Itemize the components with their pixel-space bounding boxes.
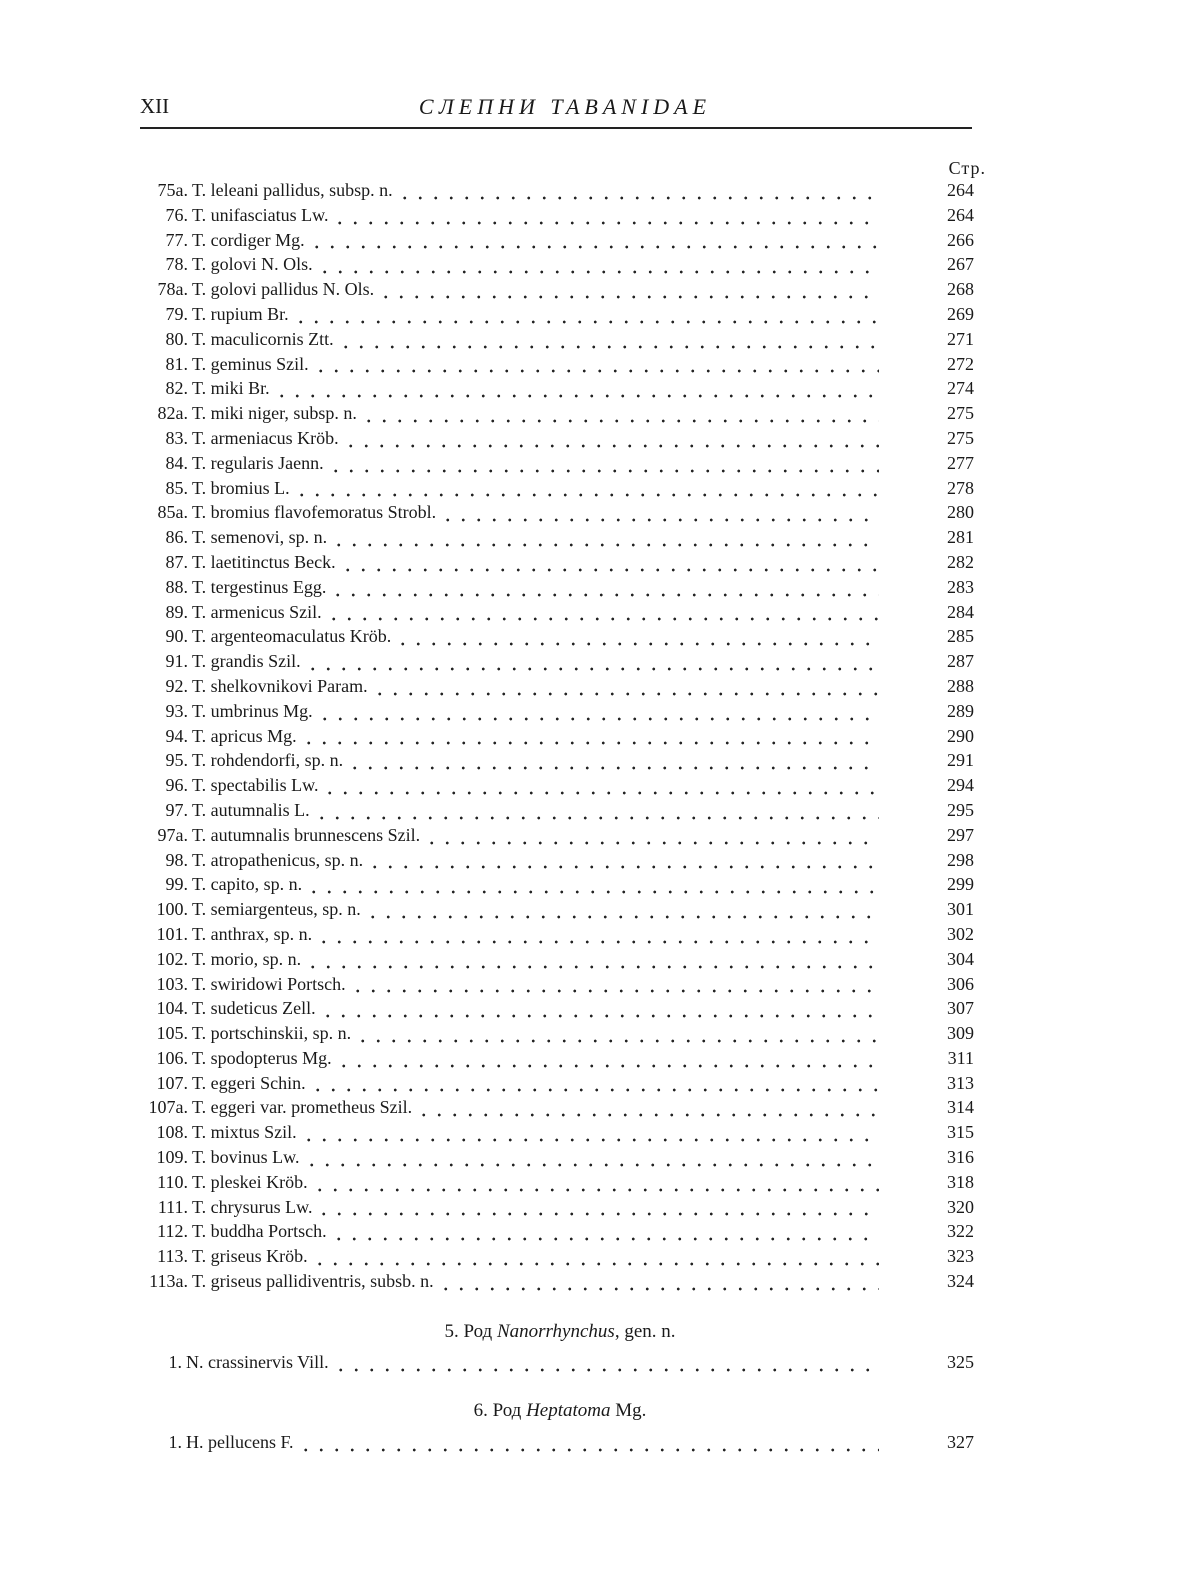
entry-number: 112. <box>157 1221 188 1242</box>
contents-entry <box>138 602 974 627</box>
dot-leader <box>372 682 879 696</box>
contents-entry <box>138 254 974 279</box>
entry-number: 83. <box>165 427 188 448</box>
entry-name: T. semenovi, sp. n. <box>192 527 328 548</box>
entry-page: 291 <box>947 750 974 771</box>
page-number: XII <box>140 94 170 118</box>
dot-leader <box>330 583 879 597</box>
entry-number: 77. <box>165 229 188 250</box>
contents-entry <box>138 230 974 255</box>
entry-name: T. laetitinctus Beck. <box>192 551 336 572</box>
contents-entry <box>138 825 974 850</box>
entry-page: 311 <box>947 1047 974 1068</box>
contents-entry <box>138 378 974 403</box>
contents-entry <box>138 1221 974 1246</box>
contents-entry <box>138 1147 974 1172</box>
contents-entry <box>138 726 974 751</box>
entry-name: T. geminus Szil. <box>192 353 309 374</box>
dot-leader <box>331 1227 879 1241</box>
entry-number: 87. <box>165 551 188 572</box>
contents-entry <box>138 304 974 329</box>
dot-leader <box>301 731 879 745</box>
entry-number: 86. <box>165 527 188 548</box>
entry-number: 81. <box>165 353 188 374</box>
dot-leader <box>440 508 879 522</box>
entry-page: 266 <box>947 229 974 250</box>
dot-leader <box>336 1054 879 1068</box>
entry-name: T. umbrinus Mg. <box>192 700 313 721</box>
contents-entry <box>138 403 974 428</box>
entry-number: 89. <box>165 601 188 622</box>
entry-name: T. armeniacus Kröb. <box>192 427 339 448</box>
dot-leader <box>331 533 879 547</box>
entry-name: T. autumnalis brunnescens Szil. <box>192 824 421 845</box>
entry-number: 1. <box>168 1352 182 1372</box>
entry-name: T. armenicus Szil. <box>192 601 322 622</box>
entry-number: 100. <box>156 899 188 920</box>
dot-leader <box>313 359 879 373</box>
entry-name: T. spectabilis Lw. <box>192 775 319 796</box>
entry-name: T. eggeri Schin. <box>192 1072 306 1093</box>
entry-number: 93. <box>165 700 188 721</box>
entry-number: 99. <box>165 874 188 895</box>
entry-name: H. pellucens F. <box>186 1432 294 1452</box>
contents-entry <box>138 626 974 651</box>
entry-name: T. semiargenteus, sp. n. <box>192 899 361 920</box>
dot-leader <box>424 831 879 845</box>
entry-name: T. capito, sp. n. <box>192 874 303 895</box>
entry-number: 92. <box>165 675 188 696</box>
dot-leader <box>395 632 879 646</box>
entry-name: T. golovi N. Ols. <box>192 254 313 275</box>
section-suffix: Mg. <box>615 1400 647 1421</box>
entry-number: 98. <box>165 849 188 870</box>
entry-number: 101. <box>156 923 188 944</box>
contents-entry <box>138 800 974 825</box>
entry-name: T. eggeri var. prometheus Szil. <box>192 1097 413 1118</box>
entry-page: 277 <box>947 452 974 473</box>
entry-page: 297 <box>947 824 974 845</box>
dot-leader <box>355 1029 879 1043</box>
dot-leader <box>350 979 879 993</box>
entry-name: T. morio, sp. n. <box>192 948 302 969</box>
entry-name: N. crassinervis Vill. <box>186 1352 329 1372</box>
entry-number: 113. <box>157 1246 188 1267</box>
entry-name: T. miki niger, subsp. n. <box>192 403 357 424</box>
entry-number: 76. <box>165 204 188 225</box>
entry-name: T. autumnalis L. <box>192 799 310 820</box>
entry-name: T. shelkovnikovi Param. <box>192 675 368 696</box>
entry-name: T. mixtus Szil. <box>192 1122 297 1143</box>
entry-page: 294 <box>947 775 974 796</box>
dot-leader <box>320 1004 879 1018</box>
entry-page: 268 <box>947 279 974 300</box>
entry-name: T. miki Br. <box>192 378 270 399</box>
entry-page: 287 <box>947 651 974 672</box>
entry-page: 264 <box>947 204 974 225</box>
dot-leader <box>294 483 879 497</box>
entry-number: 91. <box>165 651 188 672</box>
section-prefix: 6. Род <box>473 1400 522 1421</box>
contents-entry <box>138 428 974 453</box>
entry-number: 103. <box>156 973 188 994</box>
entry-name: T. cordiger Mg. <box>192 229 305 250</box>
dot-leader <box>309 235 879 249</box>
contents-entry <box>138 552 974 577</box>
dot-leader <box>301 1128 879 1142</box>
contents-entry <box>138 974 974 999</box>
entry-name: T. spodopterus Mg. <box>192 1047 332 1068</box>
dot-leader <box>367 855 879 869</box>
dot-leader <box>312 1252 879 1266</box>
entry-page: 281 <box>947 527 974 548</box>
entry-name: T. portschinskii, sp. n. <box>192 1023 352 1044</box>
genus-name: Heptatoma <box>526 1400 611 1421</box>
entry-number: 108. <box>156 1122 188 1143</box>
entry-number: 106. <box>156 1047 188 1068</box>
entry-name: T. tergestinus Egg. <box>192 576 327 597</box>
entry-name: T. grandis Szil. <box>192 651 301 672</box>
entry-name: T. chrysurus Lw. <box>192 1196 313 1217</box>
entry-page: 314 <box>947 1097 974 1118</box>
contents-entry <box>138 1023 974 1048</box>
entry-number: 1. <box>168 1432 182 1452</box>
entry-page: 271 <box>947 328 974 349</box>
entry-number: 78a. <box>157 279 188 300</box>
entry-number: 104. <box>156 998 188 1019</box>
dot-leader <box>310 1078 879 1092</box>
dot-leader <box>347 756 879 770</box>
entry-page: 306 <box>947 973 974 994</box>
contents-entry <box>138 949 974 974</box>
entry-page: 288 <box>947 675 974 696</box>
entry-page: 304 <box>947 948 974 969</box>
entry-number: 85a. <box>157 502 188 523</box>
entry-name: T. maculicornis Ztt. <box>192 328 334 349</box>
dot-leader <box>274 384 879 398</box>
contents-entry <box>138 329 974 354</box>
entry-number: 79. <box>165 303 188 324</box>
dot-leader <box>333 1358 879 1372</box>
contents-entry <box>138 527 974 552</box>
dot-leader <box>438 1277 879 1291</box>
section-heading-heptatoma <box>0 1400 1120 1422</box>
contents-entry <box>138 577 974 602</box>
entry-number: 96. <box>165 775 188 796</box>
entry-page: 289 <box>947 700 974 721</box>
contents-entry <box>138 998 974 1023</box>
section-suffix: , gen. n. <box>614 1321 676 1342</box>
dot-leader <box>305 955 879 969</box>
entry-number: 109. <box>156 1147 188 1168</box>
contents-entry <box>160 1432 974 1457</box>
entry-number: 75a. <box>157 180 188 200</box>
contents-entry <box>138 924 974 949</box>
page-column-header: Стр. <box>948 158 986 178</box>
running-title: СЛЕПНИ TABANIDAE <box>418 94 712 119</box>
contents-entry <box>138 1122 974 1147</box>
entry-number: 97. <box>165 799 188 820</box>
entry-name: T. golovi pallidus N. Ols. <box>192 279 375 300</box>
entry-number: 107a. <box>148 1097 188 1118</box>
dot-leader <box>317 707 879 721</box>
entry-page: 316 <box>947 1147 974 1168</box>
entry-page: 264 <box>947 180 974 200</box>
entry-page: 272 <box>947 353 974 374</box>
entry-page: 290 <box>947 725 974 746</box>
entry-page: 323 <box>947 1246 974 1267</box>
entry-page: 280 <box>947 502 974 523</box>
entry-page: 299 <box>947 874 974 895</box>
section-heading-nanorrhynchus <box>0 1321 1120 1343</box>
contents-entry <box>138 1073 974 1098</box>
entry-page: 283 <box>947 576 974 597</box>
dot-leader <box>343 434 879 448</box>
entry-name: T. bromius L. <box>192 477 290 498</box>
entry-page: 278 <box>947 477 974 498</box>
contents-entry <box>138 478 974 503</box>
contents-entry <box>138 651 974 676</box>
dot-leader <box>312 1178 879 1192</box>
dot-leader <box>316 930 879 944</box>
entry-number: 97a. <box>157 824 188 845</box>
entry-page: 282 <box>947 551 974 572</box>
entry-page: 269 <box>947 303 974 324</box>
genus-name: Nanorrhynchus <box>496 1321 615 1342</box>
entry-name: T. pleskei Kröb. <box>192 1171 308 1192</box>
entry-page: 320 <box>947 1196 974 1217</box>
entry-page: 284 <box>947 601 974 622</box>
dot-leader <box>326 607 879 621</box>
dot-leader <box>314 806 879 820</box>
contents-entry <box>138 874 974 899</box>
entry-name: T. atropathenicus, sp. n. <box>192 849 364 870</box>
dot-leader <box>322 781 879 795</box>
section-prefix: 5. Род <box>444 1321 493 1342</box>
contents-entry <box>138 899 974 924</box>
dot-leader <box>416 1103 879 1117</box>
contents-entry <box>138 1197 974 1222</box>
entry-page: 275 <box>947 427 974 448</box>
contents-entry <box>138 180 974 205</box>
entry-number: 94. <box>165 725 188 746</box>
contents-entry <box>138 1048 974 1073</box>
entry-number: 88. <box>165 576 188 597</box>
contents-entry <box>138 1246 974 1271</box>
entry-number: 95. <box>165 750 188 771</box>
contents-entry <box>138 1097 974 1122</box>
dot-leader <box>304 1153 880 1167</box>
dot-leader <box>293 310 879 324</box>
contents-entry <box>138 1172 974 1197</box>
entry-name: T. argenteomaculatus Kröb. <box>192 626 392 647</box>
dot-leader <box>338 335 879 349</box>
entry-name: T. unifasciatus Lw. <box>192 204 329 225</box>
entry-name: T. sudeticus Zell. <box>192 998 316 1019</box>
entry-name: T. rohdendorfi, sp. n. <box>192 750 344 771</box>
entry-page: 285 <box>947 626 974 647</box>
entry-number: 105. <box>156 1023 188 1044</box>
entry-name: T. buddha Portsch. <box>192 1221 327 1242</box>
entry-number: 82a. <box>157 403 188 424</box>
header-rule <box>140 127 972 129</box>
entry-number: 85. <box>165 477 188 498</box>
contents-entry <box>138 850 974 875</box>
entry-name: T. regularis Jaenn. <box>192 452 324 473</box>
entry-page: 275 <box>947 403 974 424</box>
entry-number: 110. <box>157 1171 188 1192</box>
contents-entry <box>138 205 974 230</box>
dot-leader <box>306 880 879 894</box>
entry-name: T. griseus Kröb. <box>192 1246 308 1267</box>
entry-page: 313 <box>947 1072 974 1093</box>
contents-entry <box>138 701 974 726</box>
contents-entry <box>138 1271 974 1296</box>
entry-number: 102. <box>156 948 188 969</box>
entry-number: 78. <box>165 254 188 275</box>
dot-leader <box>317 260 879 274</box>
contents-entry <box>138 453 974 478</box>
dot-leader <box>298 1438 879 1452</box>
entry-name: T. rupium Br. <box>192 303 289 324</box>
entry-page: 301 <box>947 899 974 920</box>
entry-page: 274 <box>947 378 974 399</box>
dot-leader <box>316 1202 879 1216</box>
contents-entry <box>138 750 974 775</box>
entry-number: 84. <box>165 452 188 473</box>
entry-name: T. leleani pallidus, subsp. n. <box>192 180 393 200</box>
entry-number: 80. <box>165 328 188 349</box>
entry-number: 113a. <box>149 1271 188 1292</box>
entry-page: 307 <box>947 998 974 1019</box>
entry-page: 295 <box>947 799 974 820</box>
entry-number: 82. <box>165 378 188 399</box>
entry-number: 90. <box>165 626 188 647</box>
entry-page: 318 <box>947 1171 974 1192</box>
contents-entry <box>138 676 974 701</box>
entry-name: T. bromius flavofemoratus Strobl. <box>192 502 437 523</box>
entry-page: 302 <box>947 923 974 944</box>
dot-leader <box>361 409 879 423</box>
contents-entry <box>138 775 974 800</box>
entry-page: 324 <box>947 1271 974 1292</box>
entry-page: 298 <box>947 849 974 870</box>
contents-entry <box>138 354 974 379</box>
dot-leader <box>365 905 879 919</box>
dot-leader <box>340 558 879 572</box>
entry-name: T. swiridowi Portsch. <box>192 973 346 994</box>
contents-entry <box>138 279 974 304</box>
entry-page: 315 <box>947 1122 974 1143</box>
dot-leader <box>328 459 879 473</box>
entry-number: 107. <box>156 1072 188 1093</box>
entry-name: T. bovinus Lw. <box>192 1147 300 1168</box>
dot-leader <box>378 285 879 299</box>
dot-leader <box>397 186 879 200</box>
contents-list <box>138 180 974 1296</box>
entry-page: 267 <box>947 254 974 275</box>
entry-page: 309 <box>947 1023 974 1044</box>
contents-entry <box>160 1352 974 1377</box>
dot-leader <box>332 211 879 225</box>
entry-page: 325 <box>947 1352 974 1372</box>
entry-name: T. anthrax, sp. n. <box>192 923 313 944</box>
entry-name: T. griseus pallidiventris, subsb. n. <box>192 1271 434 1292</box>
entry-name: T. apricus Mg. <box>192 725 297 746</box>
contents-entry <box>138 502 974 527</box>
entry-number: 111. <box>157 1196 188 1217</box>
entry-page: 327 <box>947 1432 974 1452</box>
dot-leader <box>305 657 879 671</box>
entry-page: 322 <box>947 1221 974 1242</box>
